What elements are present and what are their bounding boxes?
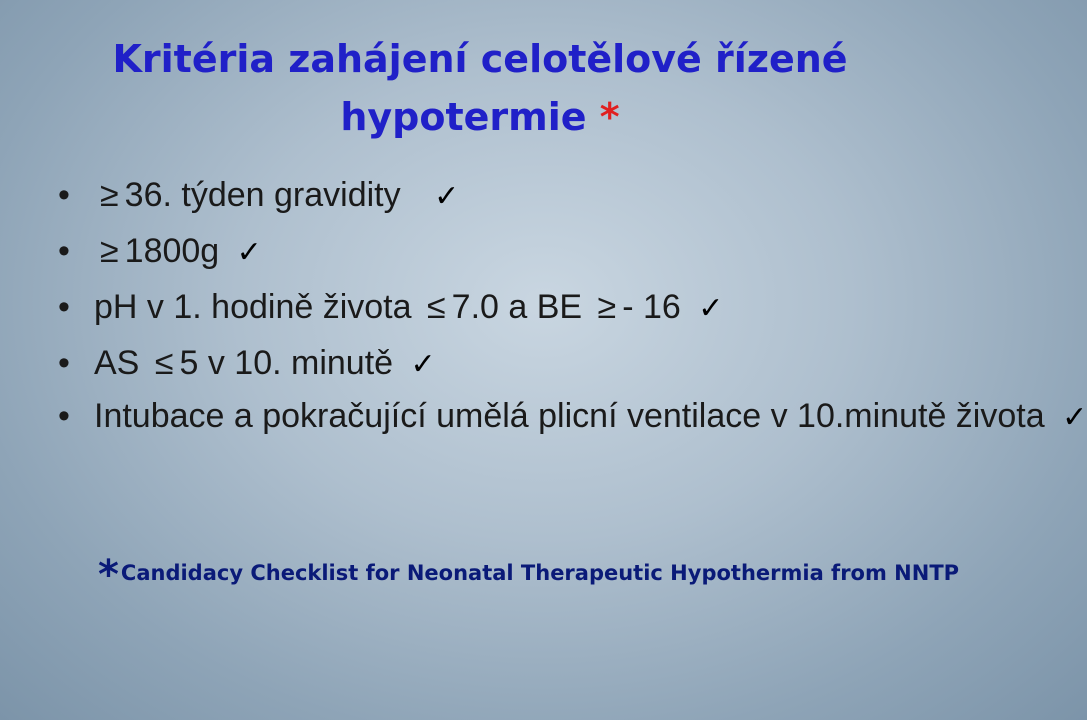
- greater-equal-icon: ≥: [100, 176, 119, 214]
- criteria-item-weight: [58, 224, 938, 280]
- greater-equal-icon: ≥: [597, 288, 617, 326]
- greater-equal-icon: ≥: [100, 232, 119, 270]
- criteria-text: pH v 1. hodině života: [94, 288, 412, 326]
- title-line-2-text: hypotermie: [340, 95, 587, 139]
- bullet-icon: •: [58, 397, 70, 435]
- criteria-item-apgar: [58, 336, 938, 392]
- title-line-2: [0, 88, 960, 146]
- title-asterisk: *: [599, 95, 620, 139]
- criteria-text-ph-value: 7.0 a BE: [451, 288, 583, 326]
- checkmark-icon: ✓: [410, 348, 436, 381]
- less-equal-icon: ≤: [426, 288, 446, 326]
- bullet-icon: •: [58, 344, 70, 382]
- criteria-item-ph: [58, 280, 938, 336]
- bullet-icon: •: [58, 176, 70, 214]
- criteria-list: [58, 168, 1087, 442]
- criteria-text: 36. týden gravidity: [124, 176, 401, 214]
- criteria-item-gestation: [58, 168, 938, 224]
- bullet-icon: •: [58, 232, 70, 270]
- footnote-text: Candidacy Checklist for Neonatal Therapeutic Hypothermia from NNTP: [120, 561, 960, 585]
- footnote-asterisk: *: [98, 552, 119, 598]
- slide-title: [0, 30, 960, 146]
- footnote: [98, 552, 959, 598]
- criteria-text: AS: [94, 344, 140, 382]
- checkmark-icon: ✓: [1062, 401, 1087, 434]
- title-line-1: Kritéria zahájení celotělové řízené: [112, 37, 848, 81]
- criteria-text: 1800g: [124, 232, 220, 270]
- criteria-text: Intubace a pokračující umělá plicní ventilace v 10.minutě života: [94, 397, 1045, 435]
- checkmark-icon: ✓: [698, 292, 724, 325]
- criteria-text-be-value: - 16: [622, 288, 681, 326]
- criteria-text-apgar-value: 5 v 10. minutě: [179, 344, 394, 382]
- criteria-item-ventilation: [58, 392, 1087, 442]
- checkmark-icon: ✓: [434, 180, 460, 213]
- bullet-icon: •: [58, 288, 70, 326]
- less-equal-icon: ≤: [154, 344, 174, 382]
- checkmark-icon: ✓: [236, 236, 262, 269]
